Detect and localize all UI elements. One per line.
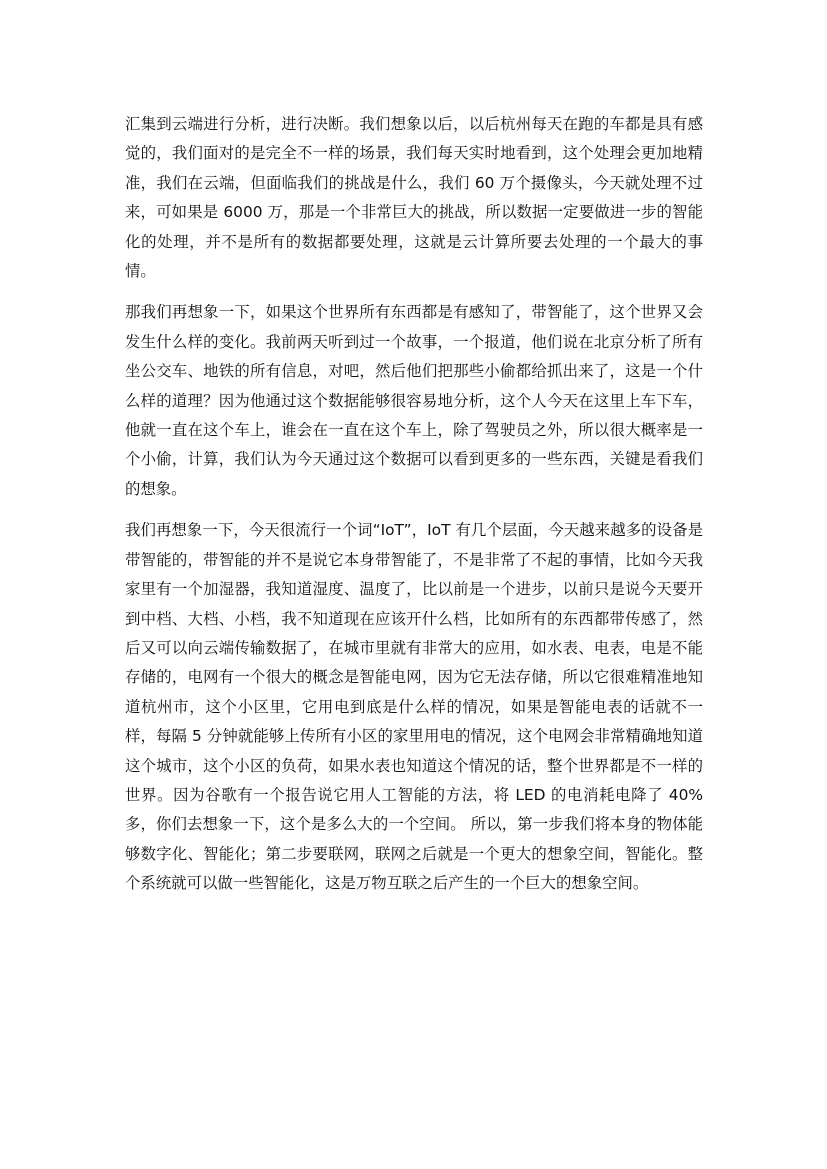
paragraph-2: 那我们再想象一下，如果这个世界所有东西都是有感知了，带智能了，这个世界又会发生什么样的变化。我前两天听到过一个故事，一个报道，他们说在北京分析了所有坐公交车、地铁的所有信息，对吧，然后他们把那些小偷都给抓出来了，这是一个什么样的道理？因为他通过这个数据能够很容易地分析，这个人今天在这里上车下车，他就一直在这个车上，谁会在一直在这个车上，除了驾驶员之外，所以很大概率是一个小偷，计算，我们认为今天通过这个数据可以看到更多的一些东西，关键是看我们的想象。 bbox=[125, 303, 703, 498]
document-body bbox=[125, 110, 703, 911]
paragraph-3: 我们再想象一下，今天很流行一个词“IoT”，IoT 有几个层面，今天越来越多的设备是带智能的，带智能的并不是说它本身带智能了，不是非常了不起的事情，比如今天我家里有一个加湿器，我知道湿度、温度了，比以前是一个进步，以前只是说今天要开到中档、大档、小档，我不知道现在应该开什么档，比如所有的东西都带传感了，然后又可以向云端传输数据了，在城市里就有非常大的应用，如水表、电表，电是不能存储的，电网有一个很大的概念是智能电网，因为它无法存储，所以它很难精准地知道杭州市，这个小区里，它用电到底是什么样的情况，如果是智能电表的话就不一样，每隔 5 分钟就能够上传所有小区的家里用电的情况，这个电网会非常精确地知道这个城市，这个小区的负荷，如果水表也知道这个情况的话，整个世界都是不一样的世界。因为谷歌有一个报告说它用人工智能的方法，将 LED 的电消耗电降了 40%多，你们去想象一下，这个是多么大的一个空间。 所以，第一步我们将本身的物体能够数字化、智能化；第二步要联网，联网之后就是一个更大的想象空间，智能化。整个系统就可以做一些智能化，这是万物互联之后产生的一个巨大的想象空间。 bbox=[125, 521, 703, 893]
paragraph-1: 汇集到云端进行分析，进行决断。我们想象以后，以后杭州每天在跑的车都是具有感觉的，我们面对的是完全不一样的场景，我们每天实时地看到，这个处理会更加地精准，我们在云端，但面临我们的挑战是什么，我们 60 万个摄像头，今天就处理不过来，可如果是 6000 万，那是一个非常巨大的挑战，所以数据一定要做进一步的智能化的处理，并不是所有的数据都要处理，这就是云计算所要去处理的一个最大的事情。 bbox=[125, 115, 703, 281]
